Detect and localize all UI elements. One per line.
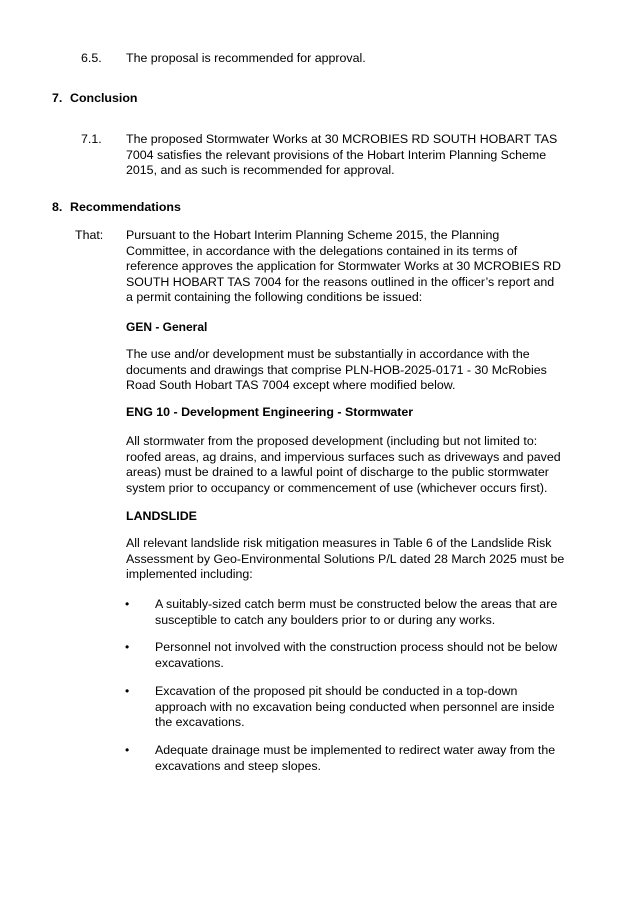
bullet-icon: • — [125, 743, 130, 757]
bullet-icon: • — [125, 684, 130, 698]
item-6-5-text: The proposal is recommended for approval. — [126, 51, 366, 65]
text-line: Committee, in accordance with the delegations contained in its terms of — [126, 243, 518, 258]
bullet-item-1 — [155, 597, 595, 628]
bullet-item-3 — [155, 684, 595, 731]
text-line: areas) must be drained to a lawful point of discharge to the public stormwater — [126, 465, 549, 480]
section-8-title: Recommendations — [70, 200, 181, 214]
eng-heading: ENG 10 - Development Engineering - Stormwater — [126, 405, 414, 419]
bullet-icon: • — [125, 640, 130, 654]
text-line: Excavation of the proposed pit should be conducted in a top-down — [155, 684, 518, 698]
text-line: 7004 satisfies the relevant provisions of the Hobart Interim Planning Scheme — [126, 147, 547, 162]
landslide-text — [126, 536, 596, 583]
text-line: The proposed Stormwater Works at 30 MCROBIES RD SOUTH HOBART TAS — [126, 132, 558, 146]
eng-text — [126, 434, 596, 496]
text-line: Assessment by Geo-Environmental Solutions P/L dated 28 March 2025 must be — [126, 551, 565, 566]
text-line: The use and/or development must be substantially in accordance with the — [126, 347, 530, 361]
text-line: Personnel not involved with the construction process should not be below — [155, 640, 558, 654]
text-line: 2015, and as such is recommended for approval. — [126, 163, 395, 178]
text-line: excavations and steep slopes. — [155, 758, 322, 773]
text-line: All stormwater from the proposed development (including but not limited to: — [126, 434, 538, 448]
landslide-heading: LANDSLIDE — [126, 509, 197, 523]
section-8-number: 8. — [52, 200, 63, 214]
recommendation-intro — [126, 228, 596, 306]
gen-text — [126, 347, 596, 394]
text-line: Pursuant to the Hobart Interim Planning Scheme 2015, the Planning — [126, 228, 500, 242]
section-7-title: Conclusion — [70, 91, 138, 105]
text-line: roofed areas, ag drains, and impervious surfaces such as driveways and paved — [126, 449, 561, 464]
text-line: A suitably-sized catch berm must be constructed below the areas that are — [155, 597, 558, 611]
section-7-number: 7. — [52, 91, 63, 105]
gen-heading: GEN - General — [126, 320, 208, 334]
text-line: susceptible to catch any boulders prior to or during any works. — [155, 612, 496, 627]
bullet-item-4 — [155, 743, 595, 774]
bullet-icon: • — [125, 597, 130, 611]
text-line: Road South Hobart TAS 7004 except where modified below. — [126, 378, 456, 393]
text-line: documents and drawings that comprise PLN-HOB-2025-0171 - 30 McRobies — [126, 362, 547, 377]
text-line: reference approves the application for Stormwater Works at 30 MCROBIES RD — [126, 259, 561, 274]
that-label: That: — [75, 228, 104, 242]
text-line: implemented including: — [126, 567, 253, 582]
text-line: the excavations. — [155, 715, 245, 730]
text-line: a permit containing the following conditions be issued: — [126, 290, 423, 305]
text-line: SOUTH HOBART TAS 7004 for the reasons outlined in the officer’s report and — [126, 274, 555, 289]
text-line: system prior to occupancy or commencement of use (whichever occurs first). — [126, 480, 548, 495]
text-line: Adequate drainage must be implemented to redirect water away from the — [155, 743, 556, 757]
text-line: approach with no excavation being conducted when personnel are inside — [155, 699, 555, 714]
item-number-7-1: 7.1. — [81, 132, 102, 146]
text-line: All relevant landslide risk mitigation measures in Table 6 of the Landslide Risk — [126, 536, 552, 550]
item-7-1-text — [126, 132, 596, 179]
text-line: excavations. — [155, 655, 224, 670]
bullet-item-2 — [155, 640, 595, 671]
item-number-6-5: 6.5. — [81, 51, 102, 65]
